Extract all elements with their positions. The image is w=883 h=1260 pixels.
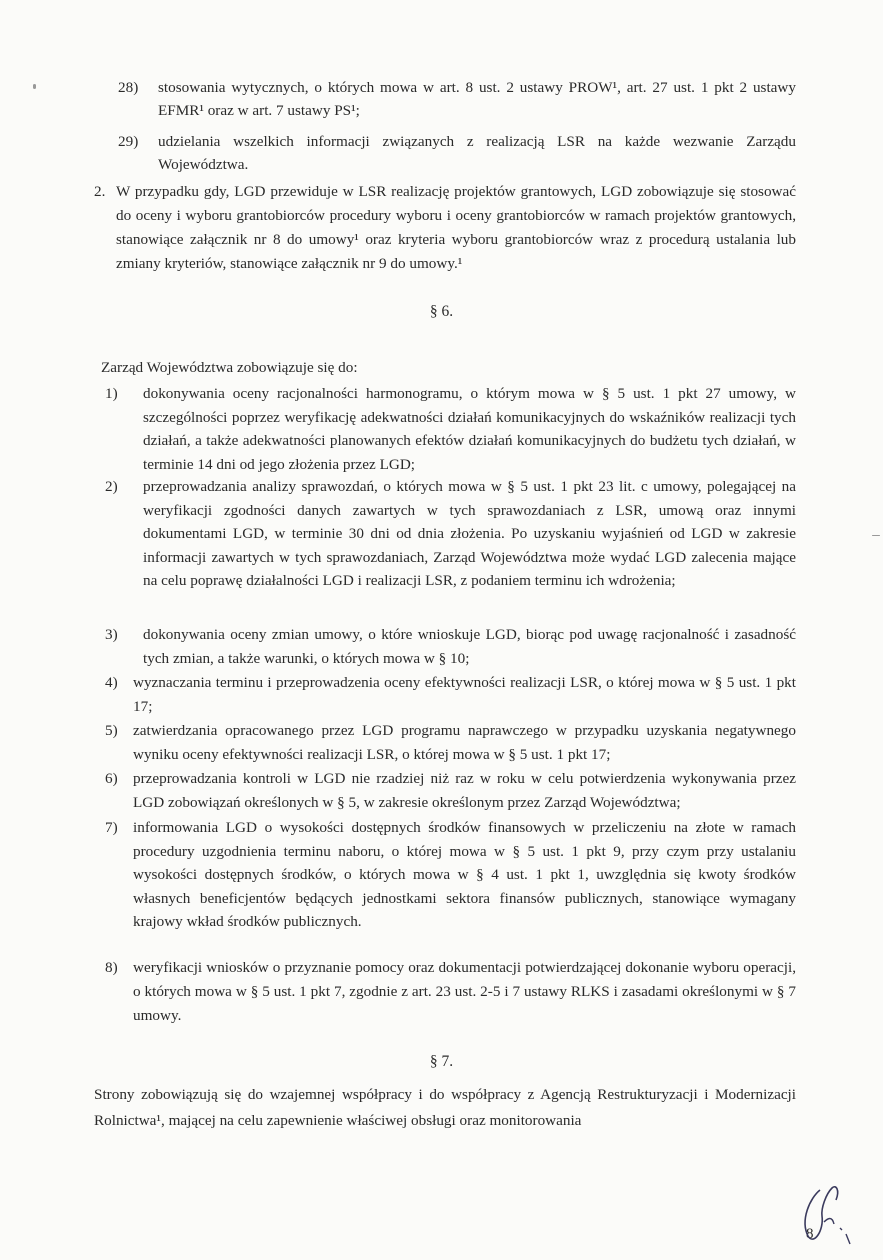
list-number: 1) — [105, 385, 118, 402]
list-text: informowania LGD o wysokości dostępnych środków finansowych w przeliczeniu na złote w ramach procedury uzgodnienia terminu naboru, o której mowa w § 5 ust. 1 pkt 9, przy czym przy ustalaniu wysokości dostępnych środków, o których mowa w § 4 ust. 1 pkt 1, uwzględnia się kwoty środków własnych beneficjentów będących jednostkami sektora finansów publicznych, stanowiące wymagany krajowy wkład środków publicznych. — [133, 819, 796, 930]
list-text: dokonywania oceny racjonalności harmonogramu, o którym mowa w § 5 ust. 1 pkt 27 umowy, w szczególności poprzez weryfikację adekwatności działań komunikacyjnych do wskaźników realizacji tych działań, a także adekwatności planowanych efektów działań komunikacyjnych do budżetu tych działań, w terminie 14 dni od jego złożenia przez LGD; — [143, 385, 796, 473]
section-6-item-3 — [105, 623, 796, 670]
section-7-paragraph: Strony zobowiązują się do wzajemnej współpracy i do współpracy z Agencją Restrukturyzacji i Modernizacji Rolnictwa¹, mającej na celu zapewnienie właściwej obsługi oraz monitorowania — [94, 1086, 796, 1129]
section-6-intro: Zarząd Województwa zobowiązuje się do: — [101, 359, 358, 376]
point-2 — [94, 180, 796, 276]
scan-speck — [33, 84, 36, 89]
list-text: weryfikacji wniosków o przyznanie pomocy oraz dokumentacji potwierdzającej dokonanie wyboru operacji, o których mowa w § 5 ust. 1 pkt 7, zgodnie z art. 23 ust. 2-5 i 7 ustawy RLKS i zasadami określonymi w § 7 umowy. — [133, 959, 796, 1024]
page-number: 8 — [806, 1226, 814, 1242]
section-6-item-7 — [105, 816, 796, 934]
list-item-29 — [118, 130, 796, 176]
point-text: W przypadku gdy, LGD przewiduje w LSR realizację projektów grantowych, LGD zobowiązuje się stosować do oceny i wyboru grantobiorców procedury wyboru i oceny grantobiorców w ramach projektów grantowych, stanowiące załącznik nr 8 do umowy¹ oraz kryteria wyboru grantobiorców wraz z procedurą ustalania lub zmiany kryteriów, stanowiące załącznik nr 9 do umowy.¹ — [116, 183, 796, 272]
point-number: 2. — [94, 183, 106, 200]
list-number: 4) — [105, 674, 118, 691]
list-number: 3) — [105, 626, 118, 643]
section-6-item-4 — [105, 671, 796, 718]
list-number: 7) — [105, 819, 118, 836]
section-6-item-8 — [105, 956, 796, 1028]
list-number: 8) — [105, 959, 118, 976]
handwritten-signature — [780, 1170, 860, 1250]
section-6-item-6 — [105, 767, 796, 814]
list-number: 28) — [118, 79, 139, 96]
section-6-item-5 — [105, 719, 796, 766]
list-text: dokonywania oceny zmian umowy, o które wnioskuje LGD, biorąc pod uwagę racjonalność i zasadność tych zmian, a także warunki, o których mowa w § 10; — [143, 626, 796, 667]
list-number: 29) — [118, 133, 139, 150]
list-text: stosowania wytycznych, o których mowa w art. 8 ust. 2 ustawy PROW¹, art. 27 ust. 1 pkt 2 ustawy EFMR¹ oraz w art. 7 ustawy PS¹; — [158, 79, 796, 119]
section-6-item-2 — [105, 475, 796, 593]
list-text: udzielania wszelkich informacji związanych z realizacją LSR na każde wezwanie Zarządu Województwa. — [158, 133, 796, 173]
scan-speck — [872, 535, 880, 536]
list-text: przeprowadzania kontroli w LGD nie rzadziej niż raz w roku w celu potwierdzenia wykonywania przez LGD zobowiązań określonych w § 5, w zakresie określonym przez Zarząd Województwa; — [133, 770, 796, 811]
list-text: wyznaczania terminu i przeprowadzenia oceny efektywności realizacji LSR, o której mowa w § 5 ust. 1 pkt 17; — [133, 674, 796, 715]
list-number: 6) — [105, 770, 118, 787]
section-7-heading: § 7. — [429, 1053, 454, 1070]
list-number: 5) — [105, 722, 118, 739]
list-text: zatwierdzania opracowanego przez LGD programu naprawczego w przypadku uzyskania negatywnego wyniku oceny efektywności realizacji LSR, o której mowa w § 5 ust. 1 pkt 17; — [133, 722, 796, 763]
section-6-item-1 — [105, 382, 796, 476]
section-6-heading: § 6. — [429, 303, 454, 320]
list-item-28 — [118, 76, 796, 122]
list-text: przeprowadzania analizy sprawozdań, o których mowa w § 5 ust. 1 pkt 23 lit. c umowy, polegającej na weryfikacji zgodności danych zawartych w tych sprawozdaniach z LSR, umową oraz innymi dokumentami LGD, w terminie 30 dni od dnia złożenia. Po uzyskaniu wyjaśnień od LGD w zakresie informacji zawartych w tych sprawozdaniach, Zarząd Województwa może wydać LGD zalecenia mające na celu poprawę działalności LGD i realizacji LSR, z podaniem terminu ich wdrożenia; — [143, 478, 796, 589]
list-number: 2) — [105, 478, 118, 495]
